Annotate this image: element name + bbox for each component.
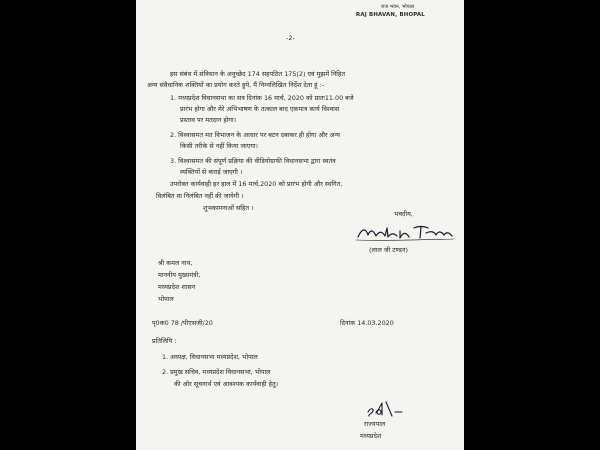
copy-to-item-2-line-1: 2. प्रमुख सचिव, मध्यप्रदेश विधानसभा, भोपाल <box>162 368 271 376</box>
directive-3-line-2: व्यक्तियों से कराई जाएगी । <box>180 168 243 176</box>
body-intro-line-1: इस संबंध में संविधान के अनुच्छेद 174 सहपठित 175(2) एवं मुझमें निहित <box>170 70 346 78</box>
reference-date: दिनांक 14.03.2020 <box>340 319 394 327</box>
sd-signature-mark <box>364 400 412 418</box>
directive-3-line-1: 3. विश्वासमत की संपूर्ण प्रक्रिया की वीडियोग्राफी विधानसभा द्वारा स्वतंत्र <box>170 157 336 165</box>
addressee-line-4: भोपाल <box>158 295 174 303</box>
valediction: भवदीय, <box>394 210 413 218</box>
directive-2-line-2: किसी तरीके से नहीं किया जाएगा। <box>180 142 258 150</box>
page-number: -2- <box>286 34 295 42</box>
directive-2-line-1: 2. विश्वासमत मत विभाजन के आधार पर बटन दबाकर ही होगा और अन्य <box>170 131 340 139</box>
copy-to-heading: प्रतिलिपि : <box>152 337 177 345</box>
letter-page <box>136 0 464 450</box>
closing-line-1: उपरोक्त कार्यवाही हर हाल में 16 मार्च,2020 को प्रारंभ होगी और स्थगित, <box>170 180 343 188</box>
reference-number: पृ0क0 78 /पीएसजी/20 <box>152 319 213 327</box>
governor-state: मध्यप्रदेश <box>360 432 382 440</box>
directive-1-line-1: 1. मध्यप्रदेश विधानसभा का सत्र दिनांक 16 मार्च, 2020 को प्रातः11.00 बजे <box>170 94 354 102</box>
closing-line-2: विलंबित या निलंबित नहीं की जायेगी । <box>156 192 244 200</box>
governor-title: राज्यपाल <box>364 420 386 428</box>
letterhead-hindi: राज भवन, भोपाल <box>381 4 415 10</box>
signatory-name: (लाल जी टण्डन) <box>369 246 408 254</box>
copy-to-item-1: 1. अध्यक्ष, विधानसभा मध्यप्रदेश, भोपाल <box>162 353 258 361</box>
handwritten-signature <box>354 222 459 244</box>
copy-to-item-2-line-2: की ओर सूचनार्थ एवं आवश्यक कार्यवाही हेतु। <box>174 380 279 388</box>
addressee-line-1: श्री कमल नाथ, <box>158 259 193 267</box>
greeting: शुभकामनाओं सहित । <box>203 204 254 212</box>
directive-1-line-3: प्रस्ताव पर मतदान होगा। <box>180 116 237 124</box>
addressee-line-2: माननीय मुख्यमंत्री, <box>158 271 201 279</box>
addressee-line-3: मध्यप्रदेश शासन <box>158 283 196 291</box>
letterhead-english: RAJ BHAVAN, BHOPAL <box>356 12 425 18</box>
directive-1-line-2: प्रारंभ होगा और मेरे अभिभाषण के तत्काल बाद एकमात्र कार्य विश्वास <box>180 105 340 113</box>
body-intro-line-2: अन्य संवैधानिक शक्तियों का प्रयोग करते हुये, मैं निम्नलिखित निर्देश देता हूं :- <box>147 81 325 89</box>
